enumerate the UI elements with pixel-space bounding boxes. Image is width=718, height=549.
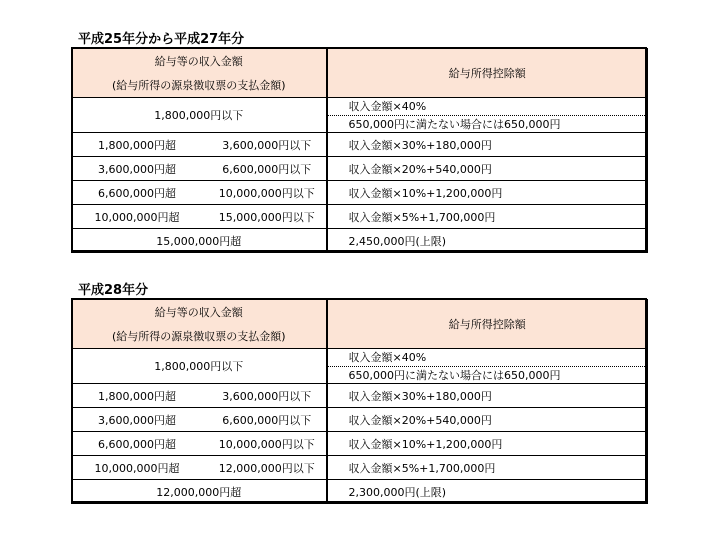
- range-cell: [72, 408, 327, 432]
- deduction-cell: 収入金額×30%+180,000円: [327, 133, 648, 157]
- table-row: [72, 384, 648, 408]
- table-row: [72, 229, 648, 253]
- deduction-cell: 収入金額×30%+180,000円: [327, 384, 648, 408]
- header-income-label: 給与等の収入金額: [154, 55, 243, 68]
- range-cell: [72, 384, 327, 408]
- range-to: 3,600,000円以下: [222, 389, 312, 403]
- table-row: [72, 480, 648, 504]
- deduction-formula: 収入金額×40%: [328, 98, 648, 116]
- deduction-minimum-note: 650,000円に満たない場合には650,000円: [348, 368, 561, 382]
- deduction-cell: [327, 349, 648, 384]
- section-title-h25-h27: 平成25年分から平成27年分: [78, 32, 245, 47]
- deduction-table-h25-h27: [71, 48, 648, 253]
- table-header-row: [72, 300, 648, 349]
- table-row: [72, 181, 648, 205]
- deduction-cell: 2,450,000円(上限): [327, 229, 648, 253]
- section-title-h28: 平成28年分: [78, 283, 149, 298]
- range-from: 1,800,000円超: [98, 138, 176, 152]
- range-cell: [72, 133, 327, 157]
- range-from: 3,600,000円超: [98, 162, 176, 176]
- range-cell: [72, 157, 327, 181]
- header-income-note: (給与所得の源泉徴収票の支払金額): [111, 330, 286, 343]
- range-from: 10,000,000円超: [94, 461, 180, 475]
- range-to: 12,000,000円以下: [218, 461, 315, 475]
- range-from: 6,600,000円超: [98, 186, 176, 200]
- deduction-cell: 2,300,000円(上限): [327, 480, 648, 504]
- deduction-cell: [327, 98, 648, 133]
- table-row: [72, 432, 648, 456]
- range-to: 10,000,000円以下: [218, 437, 315, 451]
- deduction-minimum-note: 650,000円に満たない場合には650,000円: [348, 117, 561, 131]
- table-row: [72, 98, 648, 133]
- range-to: 6,600,000円以下: [222, 162, 312, 176]
- deduction-cell: 収入金額×20%+540,000円: [327, 408, 648, 432]
- range-from: 3,600,000円超: [98, 413, 176, 427]
- range-to: 15,000,000円以下: [218, 210, 315, 224]
- range-cell: [72, 181, 327, 205]
- deduction-cell: 収入金額×10%+1,200,000円: [327, 432, 648, 456]
- range-cell: [72, 205, 327, 229]
- range-to: 6,600,000円以下: [222, 413, 312, 427]
- range-to: 3,600,000円以下: [222, 138, 312, 152]
- header-income-cell: [72, 49, 327, 98]
- table-row: [72, 456, 648, 480]
- deduction-cell: 収入金額×5%+1,700,000円: [327, 205, 648, 229]
- table-row: [72, 349, 648, 384]
- table-row: [72, 205, 648, 229]
- table-row: [72, 133, 648, 157]
- header-income-label: 給与等の収入金額: [154, 306, 243, 319]
- deduction-cell: 収入金額×5%+1,700,000円: [327, 456, 648, 480]
- table-header-row: [72, 49, 648, 98]
- deduction-cell: 収入金額×10%+1,200,000円: [327, 181, 648, 205]
- table-row: [72, 408, 648, 432]
- range-cell: 1,800,000円以下: [72, 349, 327, 384]
- range-cell: 1,800,000円以下: [72, 98, 327, 133]
- header-income-cell: [72, 300, 327, 349]
- header-deduction-label: 給与所得控除額: [327, 300, 648, 349]
- deduction-table-h28: [71, 299, 648, 504]
- table-row: [72, 157, 648, 181]
- range-cell: 15,000,000円超: [72, 229, 327, 253]
- range-from: 1,800,000円超: [98, 389, 176, 403]
- range-cell: 12,000,000円超: [72, 480, 327, 504]
- range-cell: [72, 456, 327, 480]
- range-to: 10,000,000円以下: [218, 186, 315, 200]
- deduction-formula: 収入金額×40%: [328, 349, 648, 367]
- header-deduction-label: 給与所得控除額: [327, 49, 648, 98]
- range-from: 10,000,000円超: [94, 210, 180, 224]
- range-from: 6,600,000円超: [98, 437, 176, 451]
- deduction-cell: 収入金額×20%+540,000円: [327, 157, 648, 181]
- range-cell: [72, 432, 327, 456]
- header-income-note: (給与所得の源泉徴収票の支払金額): [111, 79, 286, 92]
